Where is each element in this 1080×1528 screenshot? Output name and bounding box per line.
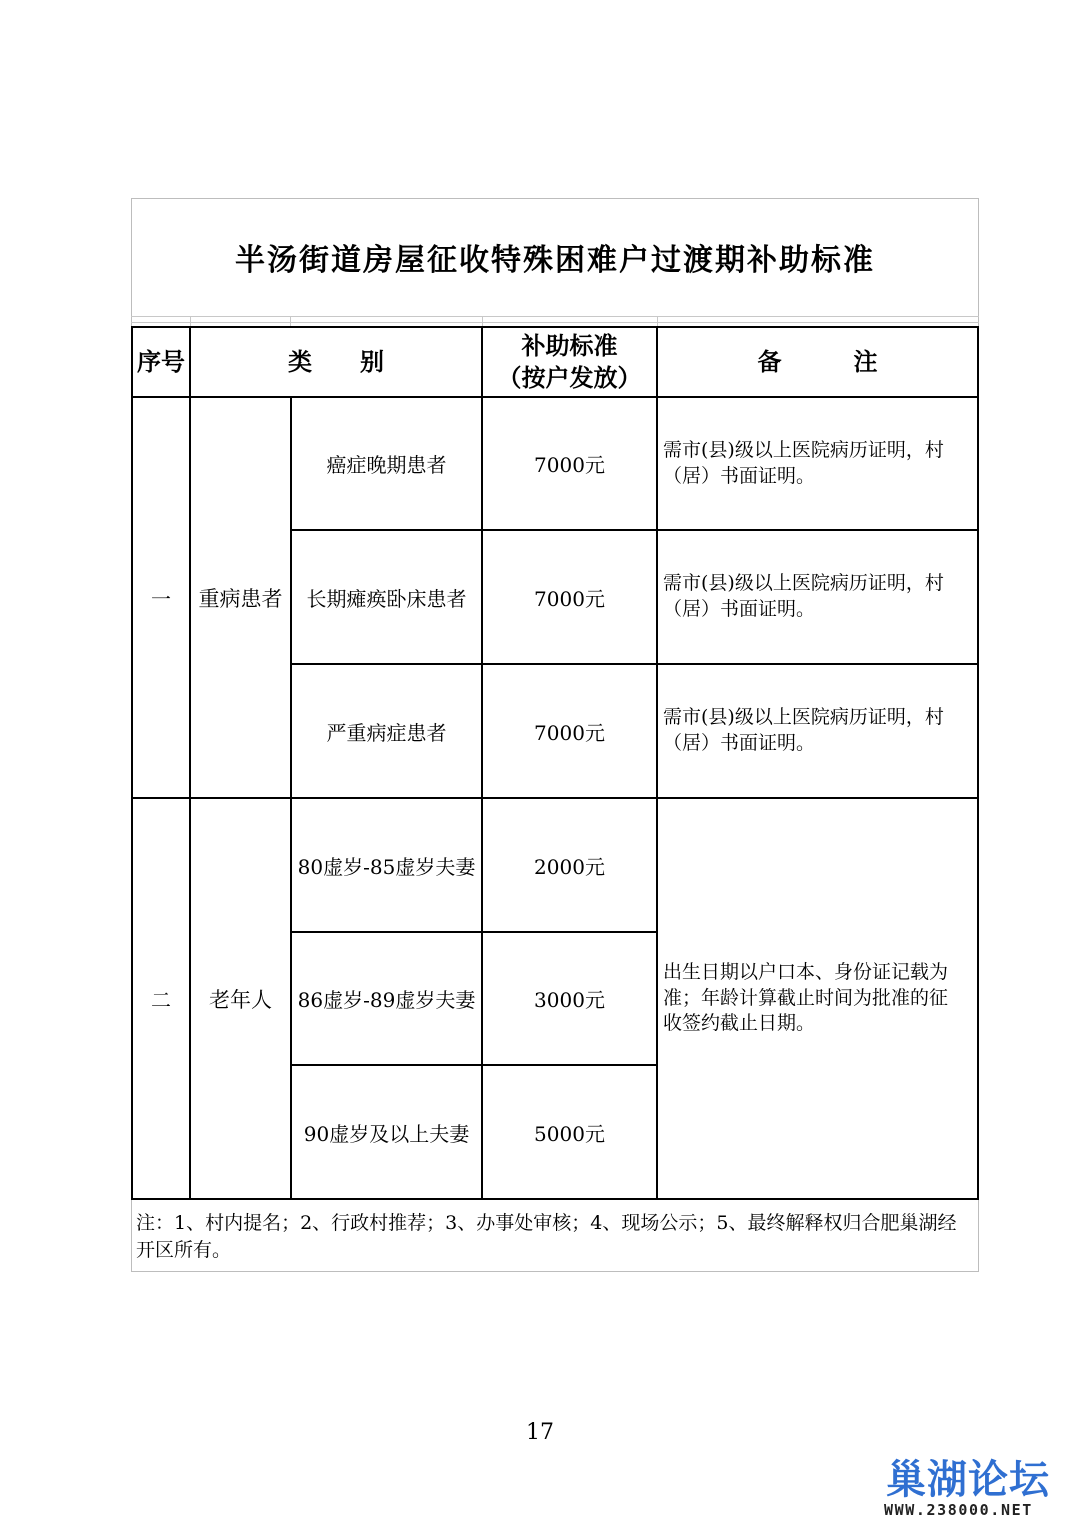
table-row-amount: 7000元 bbox=[534, 720, 605, 745]
document-title: 半汤街道房屋征收特殊困难户过渡期补助标准 bbox=[235, 243, 875, 278]
table-line bbox=[977, 326, 979, 1200]
table-row-amount: 5000元 bbox=[534, 1121, 605, 1146]
page-number: 17 bbox=[526, 1420, 554, 1445]
watermark-title: 巢湖论坛 bbox=[886, 1457, 1050, 1503]
table-row-item: 86虚岁-89虚岁夫妻 bbox=[297, 988, 476, 1012]
table-row-amount: 3000元 bbox=[534, 988, 605, 1012]
table-row-item: 长期瘫痪卧床患者 bbox=[306, 586, 467, 611]
divider-tick bbox=[290, 316, 291, 326]
table-row-item: 严重病症患者 bbox=[326, 720, 447, 745]
remark-text: 需市(县)级以上医院病历证明，村（居）书面证明。 bbox=[663, 572, 944, 620]
table-row-remark bbox=[658, 398, 977, 529]
table-row-amount: 7000元 bbox=[534, 453, 605, 477]
table-row-item: 80虚岁-85虚岁夫妻 bbox=[297, 854, 476, 879]
remark-text: 需市(县)级以上医院病历证明，村（居）书面证明。 bbox=[663, 438, 944, 487]
remark-text: 需市(县)级以上医院病历证明，村（居）书面证明。 bbox=[663, 706, 944, 754]
header-standard bbox=[483, 326, 656, 398]
divider-tick bbox=[482, 316, 483, 326]
table-row-remark bbox=[658, 665, 977, 797]
table-row-remark bbox=[658, 531, 977, 663]
divider-tick bbox=[190, 316, 191, 326]
remark-text: 出生日期以户口本、身份证记载为准；年龄计算截止时间为批准的征收签约截止日期。 bbox=[663, 961, 949, 1035]
table-line bbox=[131, 1198, 979, 1200]
watermark-logo bbox=[878, 1448, 1078, 1528]
table-row-amount: 7000元 bbox=[534, 586, 605, 611]
group-seq: 一 bbox=[151, 587, 171, 611]
header-remark: 备 注 bbox=[757, 346, 878, 376]
group-name: 重病患者 bbox=[198, 586, 283, 611]
header-standard-line1: 补助标准 bbox=[521, 330, 618, 360]
group-seq: 二 bbox=[151, 988, 171, 1012]
header-standard-line2: （按户发放） bbox=[497, 363, 642, 392]
header-seq: 序号 bbox=[137, 346, 185, 376]
divider-line bbox=[131, 316, 979, 317]
group-remark bbox=[658, 799, 977, 1198]
table-row-amount: 2000元 bbox=[534, 854, 605, 879]
group-name: 老年人 bbox=[209, 987, 272, 1012]
divider-line bbox=[131, 322, 979, 323]
table-row-item: 癌症晚期患者 bbox=[326, 453, 447, 477]
footnote: 注：1、村内提名；2、行政村推荐；3、办事处审核；4、现场公示；5、最终解释权归合肥巢湖经开区所有。 bbox=[136, 1212, 957, 1261]
header-category: 类 别 bbox=[288, 346, 384, 376]
divider-tick bbox=[657, 316, 658, 326]
table-row-item: 90虚岁及以上夫妻 bbox=[303, 1121, 470, 1146]
watermark-url: WWW.238000.NET bbox=[884, 1501, 1033, 1519]
